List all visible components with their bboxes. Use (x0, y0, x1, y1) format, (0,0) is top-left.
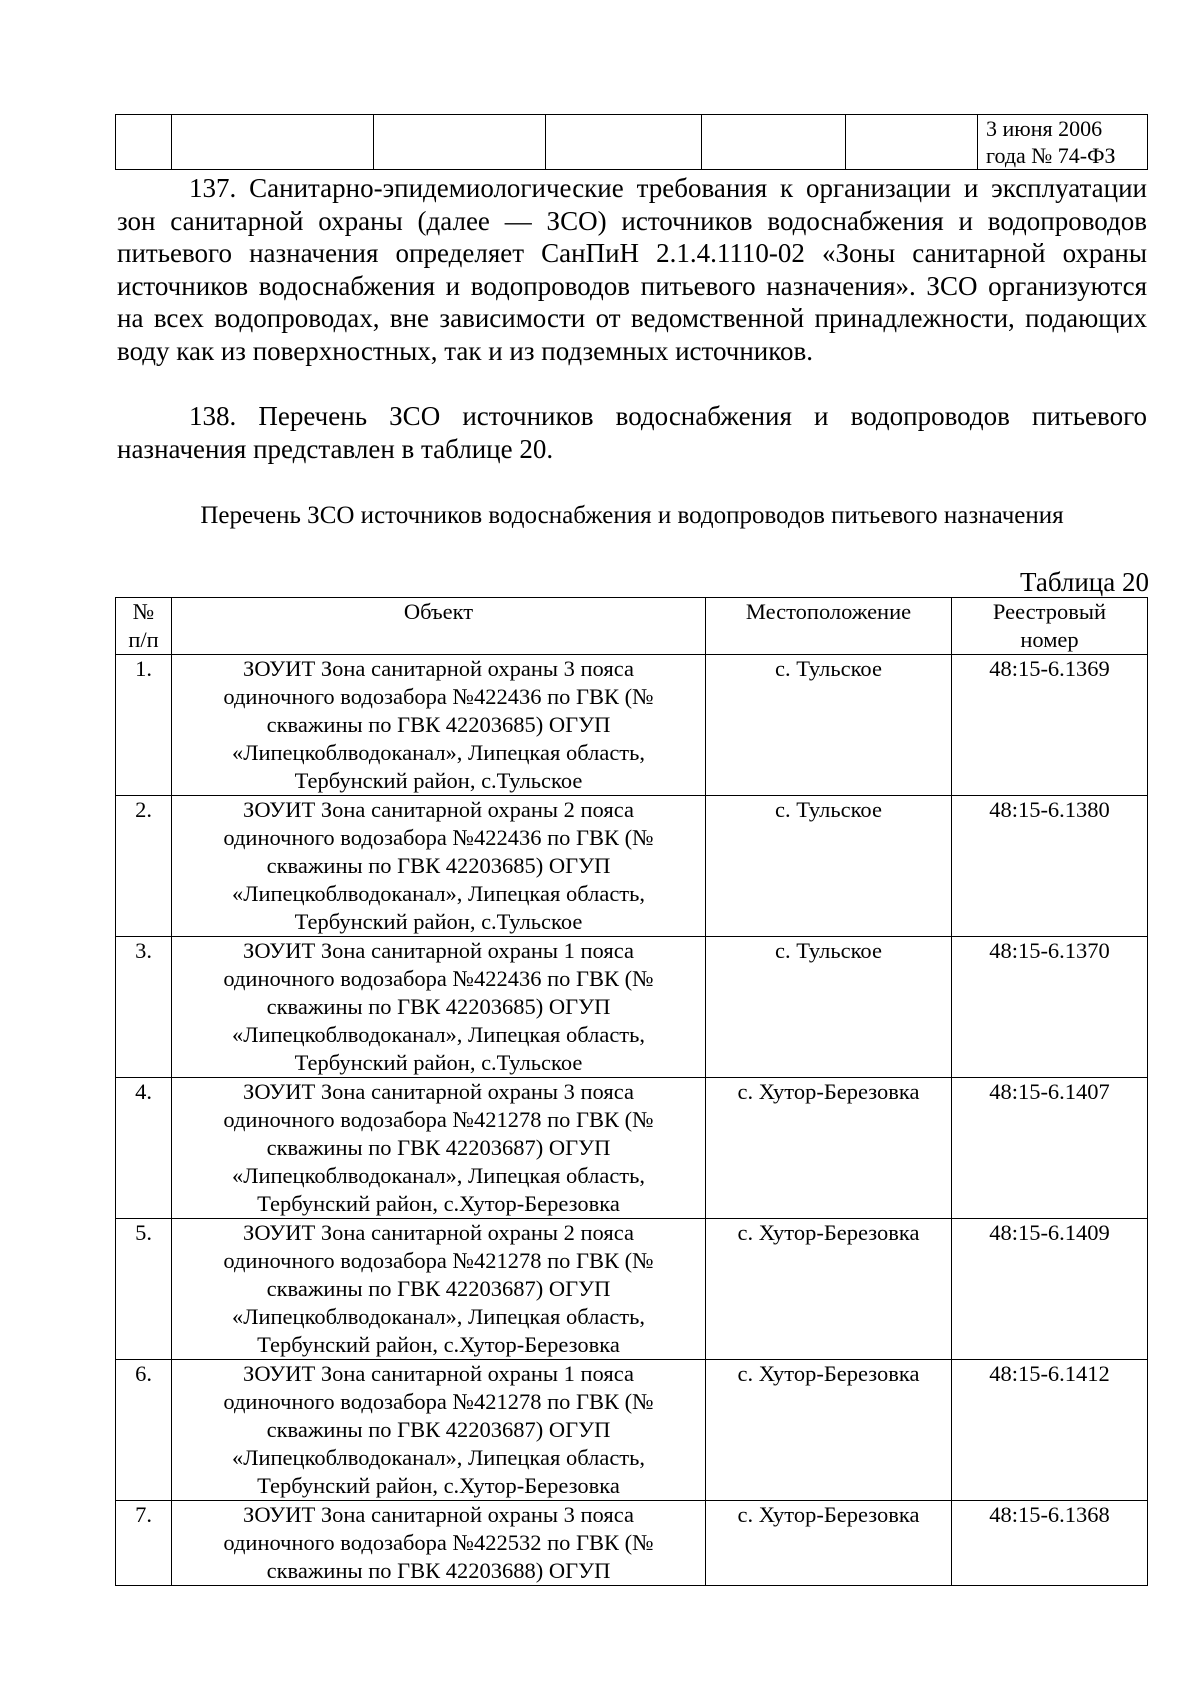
header-location: Местоположение (706, 598, 952, 655)
row-registry: 48:15-6.1412 (952, 1360, 1148, 1501)
paragraph-138-text: 138. Перечень ЗСО источников водоснабжения и водопроводов питьевого назначения представлен в таблице 20. (117, 401, 1147, 464)
table-row (116, 115, 1148, 170)
table-row (116, 1219, 1148, 1360)
row-object: ЗОУИТ Зона санитарной охраны 1 пояса одиночного водозабора №421278 по ГВК (№ скважины по ГВК 42203687) ОГУП «Липецкоблводоканал», Липецкая область, Тербунский район, с.Хутор-Березовка (172, 1360, 706, 1501)
paragraph-137 (117, 172, 1147, 367)
row-location: с. Тульское (706, 796, 952, 937)
law-reference-cell (978, 115, 1148, 170)
row-location: с. Тульское (706, 655, 952, 796)
table-header-row (116, 598, 1148, 655)
empty-cell (846, 115, 978, 170)
row-num: 3. (116, 937, 172, 1078)
table-row (116, 796, 1148, 937)
paragraph-138 (117, 400, 1147, 465)
table-label: Таблица 20 (1020, 567, 1149, 597)
empty-cell (172, 115, 374, 170)
row-location: с. Хутор-Березовка (706, 1219, 952, 1360)
law-date: 3 июня 2006 (986, 116, 1103, 141)
empty-cell (116, 115, 172, 170)
law-number: года № 74-ФЗ (986, 143, 1116, 168)
table-row (116, 1360, 1148, 1501)
zso-table (115, 597, 1148, 1586)
row-registry: 48:15-6.1380 (952, 796, 1148, 937)
row-object: ЗОУИТ Зона санитарной охраны 3 пояса одиночного водозабора №422436 по ГВК (№ скважины по ГВК 42203685) ОГУП «Липецкоблводоканал», Липецкая область, Тербунский район, с.Тульское (172, 655, 706, 796)
row-object: ЗОУИТ Зона санитарной охраны 2 пояса одиночного водозабора №421278 по ГВК (№ скважины по ГВК 42203687) ОГУП «Липецкоблводоканал», Липецкая область, Тербунский район, с.Хутор-Березовка (172, 1219, 706, 1360)
header-registry: Реестровый номер (952, 598, 1148, 655)
row-num: 7. (116, 1501, 172, 1586)
row-registry: 48:15-6.1369 (952, 655, 1148, 796)
row-registry: 48:15-6.1370 (952, 937, 1148, 1078)
table-row (116, 937, 1148, 1078)
row-num: 6. (116, 1360, 172, 1501)
header-object: Объект (172, 598, 706, 655)
row-location: с. Хутор-Березовка (706, 1078, 952, 1219)
row-num: 5. (116, 1219, 172, 1360)
row-location: с. Хутор-Березовка (706, 1360, 952, 1501)
row-num: 1. (116, 655, 172, 796)
empty-cell (374, 115, 546, 170)
row-location: с. Тульское (706, 937, 952, 1078)
row-object: ЗОУИТ Зона санитарной охраны 1 пояса одиночного водозабора №422436 по ГВК (№ скважины по ГВК 42203685) ОГУП «Липецкоблводоканал», Липецкая область, Тербунский район, с.Тульское (172, 937, 706, 1078)
row-registry: 48:15-6.1368 (952, 1501, 1148, 1586)
header-num: № п/п (116, 598, 172, 655)
row-num: 2. (116, 796, 172, 937)
row-location: с. Хутор-Березовка (706, 1501, 952, 1586)
row-object: ЗОУИТ Зона санитарной охраны 2 пояса одиночного водозабора №422436 по ГВК (№ скважины по ГВК 42203685) ОГУП «Липецкоблводоканал», Липецкая область, Тербунский район, с.Тульское (172, 796, 706, 937)
paragraph-137-text: 137. Санитарно-эпидемиологические требования к организации и эксплуатации зон санитарной охраны (далее — ЗСО) источников водоснабжения и водопроводов питьевого назначения определяет СанПиН 2.1.4.1110-02 «Зоны санитарной охраны источников водоснабжения и водопроводов питьевого назначения». ЗСО организуются на всех водопроводах, вне зависимости от ведомственной принадлежности, подающих воду как из поверхностных, так и из подземных источников. (117, 173, 1147, 366)
table-row (116, 1078, 1148, 1219)
row-object: ЗОУИТ Зона санитарной охраны 3 пояса одиночного водозабора №421278 по ГВК (№ скважины по ГВК 42203687) ОГУП «Липецкоблводоканал», Липецкая область, Тербунский район, с.Хутор-Березовка (172, 1078, 706, 1219)
continuation-table (115, 114, 1148, 170)
row-registry: 48:15-6.1407 (952, 1078, 1148, 1219)
empty-cell (702, 115, 846, 170)
table-row (116, 655, 1148, 796)
empty-cell (546, 115, 702, 170)
row-registry: 48:15-6.1409 (952, 1219, 1148, 1360)
table-title: Перечень ЗСО источников водоснабжения и водопроводов питьевого назначения (200, 502, 1064, 529)
row-num: 4. (116, 1078, 172, 1219)
table-row (116, 1501, 1148, 1586)
row-object: ЗОУИТ Зона санитарной охраны 3 пояса одиночного водозабора №422532 по ГВК (№ скважины по ГВК 42203688) ОГУП (172, 1501, 706, 1586)
